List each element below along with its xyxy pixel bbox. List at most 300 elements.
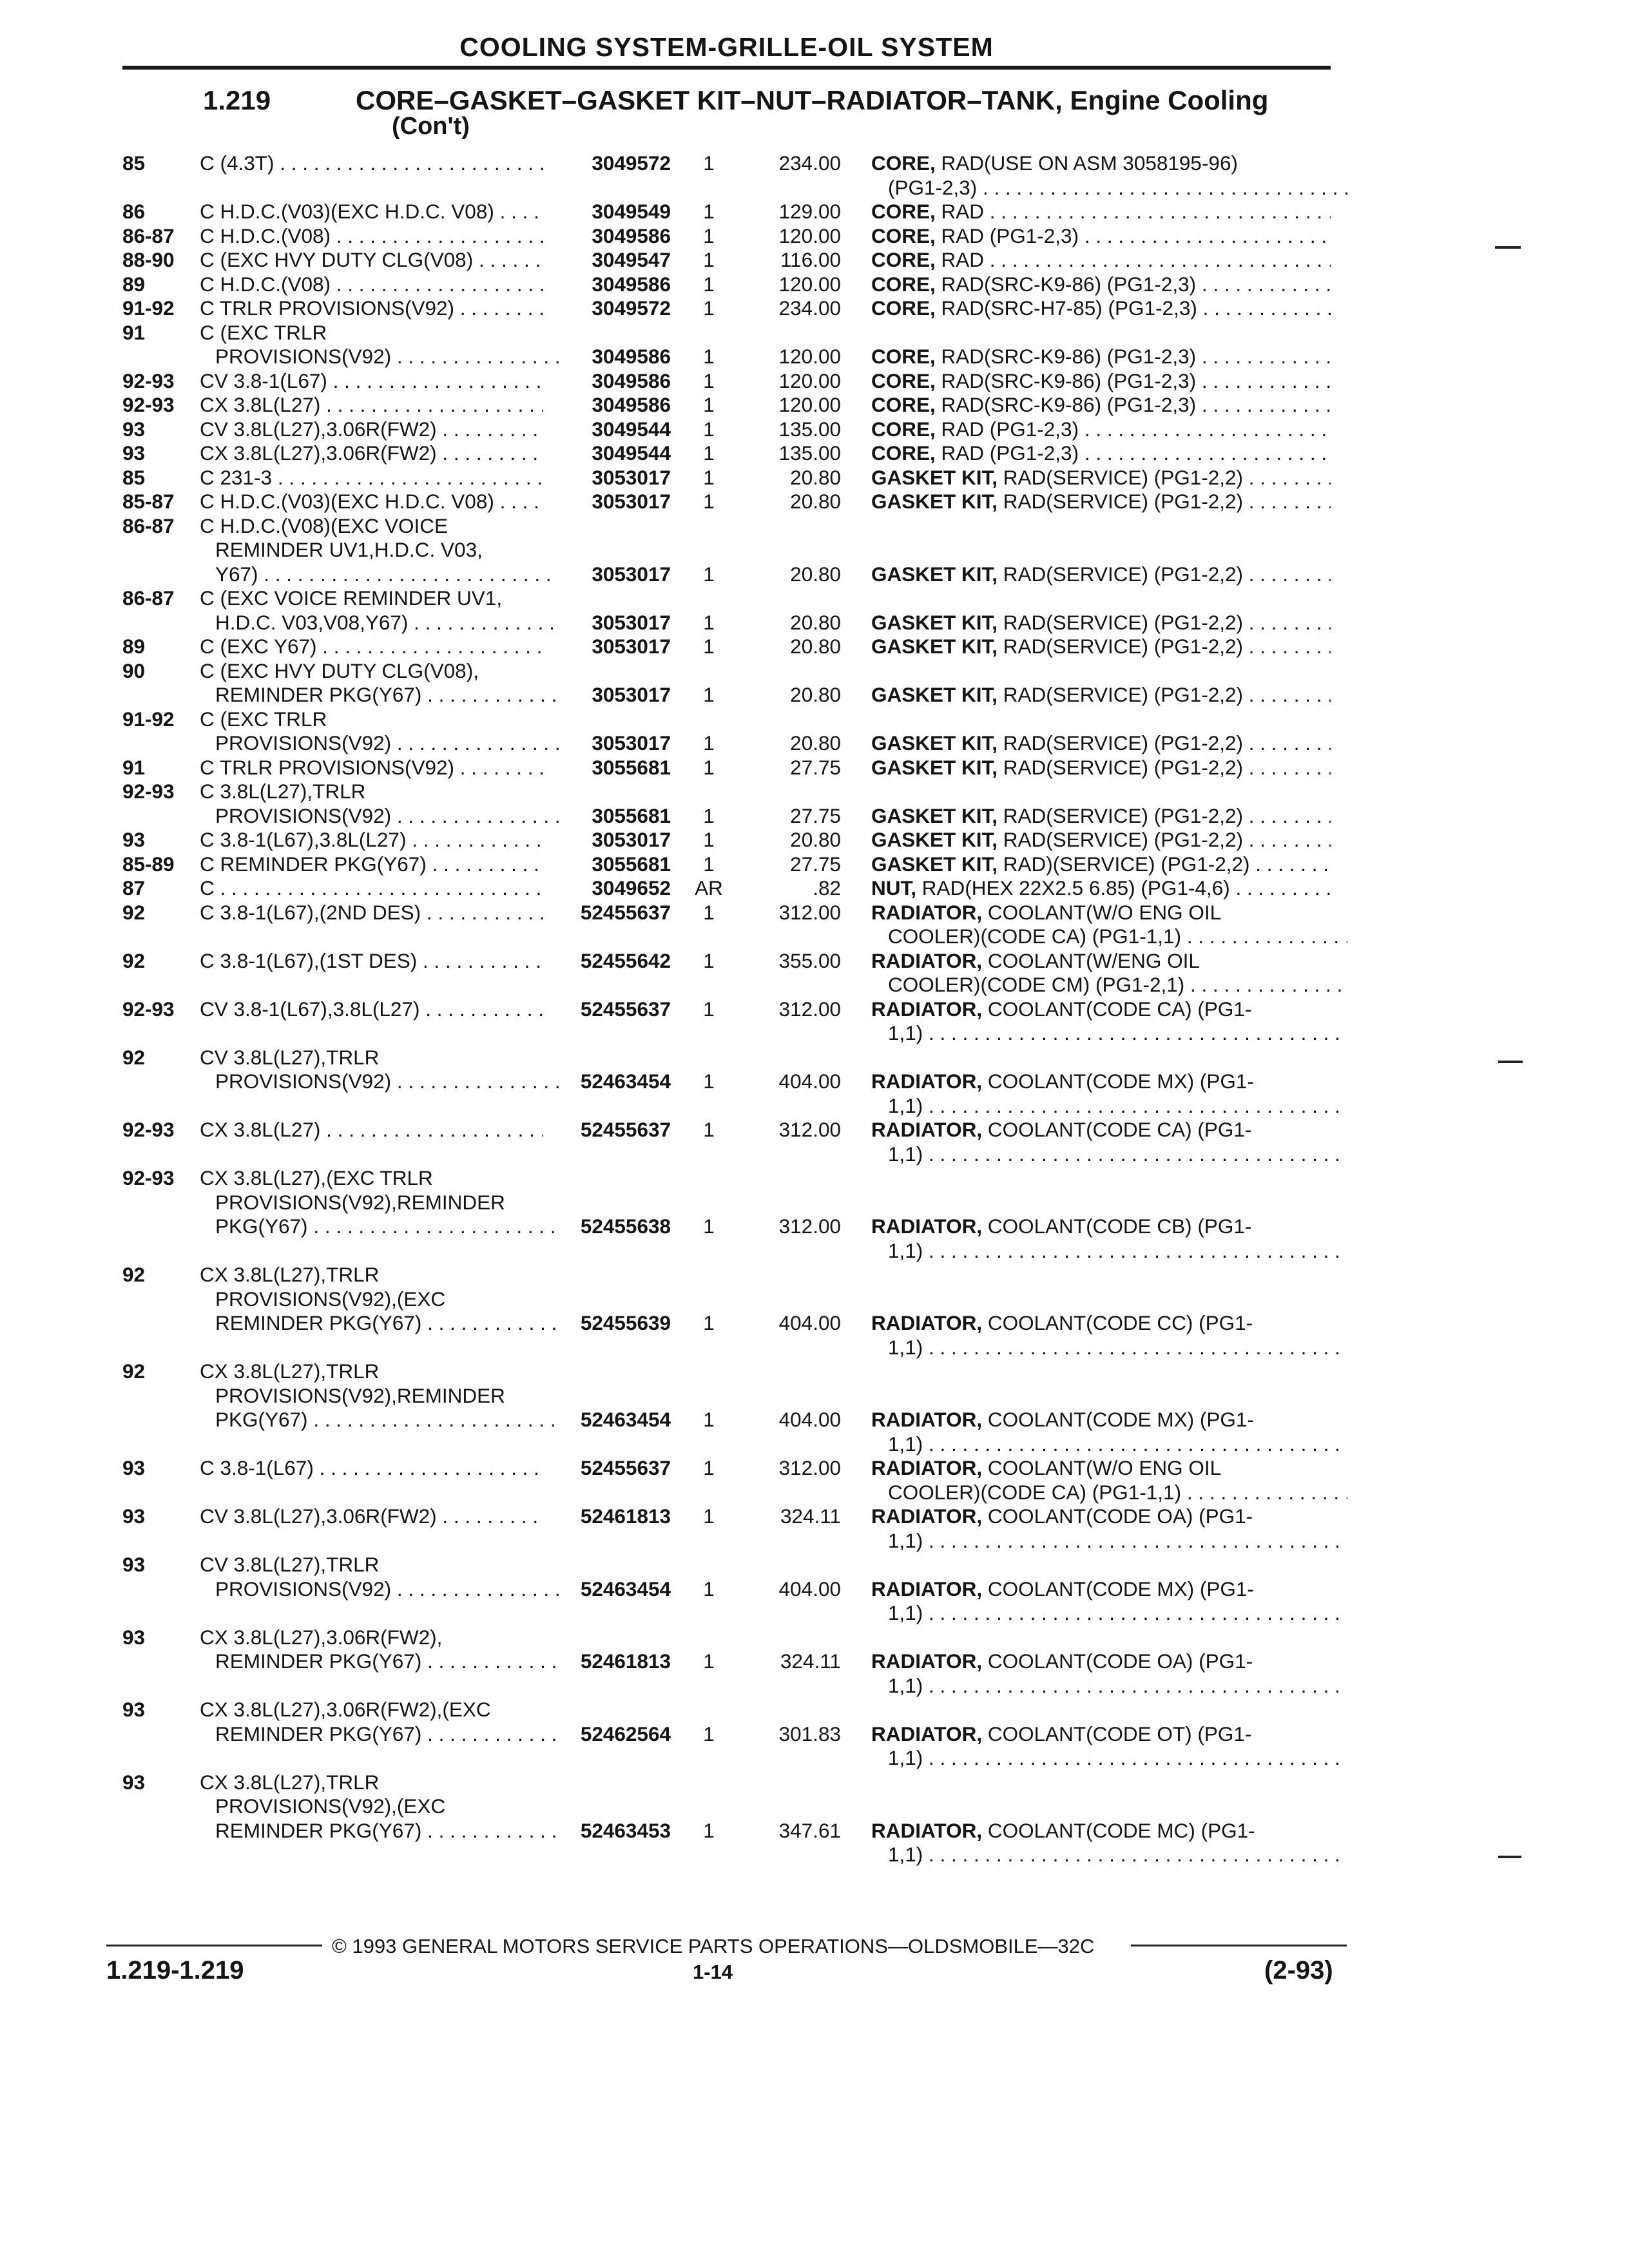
row-part-name: GASKET KIT, RAD)(SERVICE) (PG1-2,2) . . .	[871, 852, 1331, 876]
row-part-name: COOLER)(CODE CM) (PG1-2,1) . . .	[888, 973, 1347, 997]
row-year: 86-87	[122, 514, 175, 537]
row-quantity: 1	[703, 248, 715, 271]
row-price: 234.00	[778, 296, 841, 320]
row-part-name: CORE, RAD . . .	[871, 200, 1331, 224]
row-description: C H.D.C.(V08) . . .	[200, 224, 543, 248]
row-year: 91-92	[122, 296, 175, 320]
row-year: 93	[122, 1770, 146, 1794]
row-price: 312.00	[778, 1118, 841, 1141]
row-part-number: 52463454	[580, 1408, 671, 1431]
row-year: 93	[122, 1553, 146, 1576]
row-description: C 3.8-1(L67),(2ND DES) . . .	[200, 901, 543, 925]
row-part-number: 52455637	[580, 1456, 671, 1479]
part-name-keyword: CORE,	[871, 248, 936, 271]
row-description: CV 3.8L(L27),TRLR	[200, 1045, 380, 1069]
part-name-keyword: RADIATOR,	[871, 997, 983, 1021]
row-part-number: 52463454	[580, 1577, 671, 1600]
part-name-keyword: RADIATOR,	[871, 1118, 983, 1141]
row-year: 87	[122, 876, 146, 899]
row-quantity: 1	[703, 200, 715, 223]
row-price: 404.00	[778, 1311, 841, 1334]
row-part-name: CORE, RAD(SRC-K9-86) (PG1-2,3) . . .	[871, 393, 1331, 417]
row-price: 129.00	[778, 200, 841, 223]
row-part-number: 3049586	[592, 224, 671, 247]
row-quantity: 1	[703, 1215, 715, 1238]
row-quantity: 1	[703, 610, 715, 634]
row-part-name: 1,1) . . .	[888, 1142, 1347, 1166]
row-quantity: 1	[703, 803, 715, 827]
row-price: 404.00	[778, 1070, 841, 1093]
margin-mark	[1498, 1061, 1523, 1063]
row-part-number: 52461813	[580, 1649, 671, 1673]
row-part-name: GASKET KIT, RAD(SERVICE) (PG1-2,2) . . .	[871, 683, 1331, 707]
row-quantity: 1	[703, 1408, 715, 1431]
row-part-name: RADIATOR, COOLANT(CODE OT) (PG1-	[871, 1722, 1252, 1745]
row-part-name: 1,1) . . .	[888, 1601, 1347, 1625]
row-price: 120.00	[778, 272, 841, 296]
row-description: CX 3.8L(L27),TRLR	[200, 1770, 380, 1794]
row-year: 89	[122, 635, 146, 658]
row-quantity: 1	[703, 490, 715, 513]
part-name-keyword: GASKET KIT,	[871, 562, 998, 586]
part-name-keyword: RADIATOR,	[871, 1311, 983, 1334]
group-continued: (Con't)	[392, 113, 470, 140]
row-part-number: 52463454	[580, 1070, 671, 1093]
row-year: 92	[122, 1263, 146, 1286]
row-description: PROVISIONS(V92) . . .	[215, 731, 559, 755]
row-part-name: 1,1) . . .	[888, 1094, 1347, 1118]
row-description: C TRLR PROVISIONS(V92) . . .	[200, 756, 543, 780]
row-description: PROVISIONS(V92) . . .	[215, 804, 559, 828]
row-year: 92	[122, 900, 146, 924]
row-description: PROVISIONS(V92),(EXC	[215, 1287, 446, 1311]
row-price: 135.00	[778, 417, 841, 441]
row-part-name: (PG1-2,3) . . .	[888, 176, 1347, 200]
row-price: 324.11	[780, 1504, 841, 1528]
row-year: 93	[122, 1625, 146, 1649]
row-part-name: GASKET KIT, RAD(SERVICE) (PG1-2,2) . . .	[871, 490, 1331, 514]
row-part-number: 3049572	[592, 151, 671, 175]
row-part-name: COOLER)(CODE CA) (PG1-1,1) . . .	[888, 925, 1347, 948]
row-description: PKG(Y67) . . .	[215, 1408, 559, 1432]
row-quantity: 1	[703, 635, 715, 658]
row-part-number: 3049652	[592, 876, 671, 899]
part-name-keyword: GASKET KIT,	[871, 465, 998, 489]
row-price: 27.75	[790, 803, 841, 827]
row-part-number: 3053017	[592, 562, 671, 586]
row-price: 27.75	[790, 755, 841, 779]
row-price: 20.80	[790, 490, 841, 513]
row-description: C (EXC Y67) . . .	[200, 635, 543, 658]
row-part-name: CORE, RAD (PG1-2,3) . . .	[871, 224, 1331, 248]
row-part-name: 1,1) . . .	[888, 1529, 1347, 1553]
row-year: 92-93	[122, 393, 175, 416]
row-part-number: 3049544	[592, 417, 671, 441]
row-price: .82	[813, 876, 841, 899]
row-part-number: 52455639	[580, 1311, 671, 1334]
margin-mark	[1495, 246, 1521, 249]
row-part-name: GASKET KIT, RAD(SERVICE) (PG1-2,2) . . .	[871, 828, 1331, 852]
row-quantity: 1	[703, 852, 715, 876]
row-part-name: 1,1) . . .	[888, 1674, 1347, 1698]
row-part-name: CORE, RAD (PG1-2,3) . . .	[871, 441, 1331, 465]
row-part-name: RADIATOR, COOLANT(CODE MC) (PG1-	[871, 1818, 1255, 1842]
part-name-keyword: CORE,	[871, 393, 936, 416]
row-description: REMINDER UV1,H.D.C. V03,	[215, 538, 483, 561]
row-part-number: 3055681	[592, 755, 671, 779]
part-name-keyword: CORE,	[871, 417, 936, 441]
row-part-number: 3053017	[592, 828, 671, 851]
row-year: 91	[122, 755, 146, 779]
part-name-keyword: NUT,	[871, 876, 916, 899]
row-part-number: 3049586	[592, 345, 671, 368]
row-description: C H.D.C.(V03)(EXC H.D.C. V08) . . .	[200, 490, 543, 514]
row-quantity: 1	[703, 369, 715, 392]
row-year: 93	[122, 1698, 146, 1721]
row-quantity: 1	[703, 948, 715, 972]
row-part-name: RADIATOR, COOLANT(W/O ENG OIL	[871, 900, 1222, 924]
row-year: 86-87	[122, 586, 175, 610]
row-quantity: 1	[703, 755, 715, 779]
row-description: PKG(Y67) . . .	[215, 1215, 559, 1238]
row-part-name: CORE, RAD(SRC-K9-86) (PG1-2,3) . . .	[871, 345, 1331, 369]
row-quantity: 1	[703, 224, 715, 247]
row-part-name: RADIATOR, COOLANT(CODE MX) (PG1-	[871, 1577, 1254, 1600]
part-name-keyword: RADIATOR,	[871, 1504, 983, 1528]
row-year: 85	[122, 151, 146, 175]
part-name-keyword: CORE,	[871, 200, 936, 223]
row-quantity: 1	[703, 393, 715, 416]
row-description: REMINDER PKG(Y67) . . .	[215, 683, 559, 707]
row-description: PROVISIONS(V92) . . .	[215, 1577, 559, 1601]
part-name-keyword: RADIATOR,	[871, 1577, 983, 1600]
row-description: C 3.8L(L27),TRLR	[200, 780, 366, 803]
row-year: 85	[122, 465, 146, 489]
row-description: C 3.8-1(L67) . . .	[200, 1456, 543, 1480]
row-year: 93	[122, 441, 146, 465]
part-name-keyword: CORE,	[871, 151, 936, 175]
row-quantity: 1	[703, 900, 715, 924]
row-price: 20.80	[790, 465, 841, 489]
row-description: PROVISIONS(V92) . . .	[215, 345, 559, 369]
row-description: C (EXC TRLR	[200, 320, 327, 344]
part-name-keyword: GASKET KIT,	[871, 755, 998, 779]
row-quantity: 1	[703, 683, 715, 706]
row-part-name: RADIATOR, COOLANT(CODE CA) (PG1-	[871, 997, 1252, 1021]
row-year: 92	[122, 1360, 146, 1383]
row-part-name: CORE, RAD . . .	[871, 248, 1331, 272]
row-description: C H.D.C.(V03)(EXC H.D.C. V08) . . .	[200, 200, 543, 224]
row-price: 116.00	[780, 248, 841, 271]
row-description: REMINDER PKG(Y67) . . .	[215, 1819, 559, 1843]
row-year: 92	[122, 1045, 146, 1069]
part-name-keyword: RADIATOR,	[871, 948, 983, 972]
row-part-number: 3049586	[592, 369, 671, 392]
row-description: CV 3.8L(L27),TRLR	[200, 1553, 380, 1576]
row-description: C (EXC HVY DUTY CLG(V08),	[200, 658, 479, 682]
row-quantity: 1	[703, 562, 715, 586]
row-year: 93	[122, 1504, 146, 1528]
row-quantity: 1	[703, 1070, 715, 1093]
row-price: 312.00	[778, 1456, 841, 1479]
row-part-number: 3049549	[592, 200, 671, 223]
row-part-number: 3049586	[592, 272, 671, 296]
row-quantity: 1	[703, 1118, 715, 1141]
row-quantity: 1	[703, 1577, 715, 1600]
part-name-keyword: RADIATOR,	[871, 1456, 983, 1479]
row-price: 135.00	[778, 441, 841, 465]
row-year: 93	[122, 417, 146, 441]
row-quantity: 1	[703, 465, 715, 489]
row-part-name: GASKET KIT, RAD(SERVICE) (PG1-2,2) . . .	[871, 611, 1331, 635]
row-price: 301.83	[778, 1722, 841, 1745]
footer-credit: © 1993 GENERAL MOTORS SERVICE PARTS OPERATIONS—OLDSMOBILE—32C	[332, 1935, 1095, 1957]
part-name-keyword: RADIATOR,	[871, 1649, 983, 1673]
row-part-name: 1,1) . . .	[888, 1239, 1347, 1263]
row-part-number: 3055681	[592, 852, 671, 876]
row-description: CX 3.8L(L27),3.06R(FW2) . . .	[200, 441, 543, 465]
part-name-keyword: GASKET KIT,	[871, 683, 998, 706]
row-quantity: 1	[703, 997, 715, 1021]
row-description: REMINDER PKG(Y67) . . .	[215, 1311, 559, 1335]
row-part-name: 1,1) . . .	[888, 1336, 1347, 1360]
row-quantity: 1	[703, 731, 715, 754]
row-year: 85-89	[122, 852, 175, 876]
row-year: 85-87	[122, 490, 175, 513]
row-year: 86	[122, 200, 146, 223]
row-year: 92-93	[122, 997, 175, 1021]
row-part-number: 52455642	[580, 948, 671, 972]
row-part-number: 52461813	[580, 1504, 671, 1528]
row-year: 93	[122, 1456, 146, 1479]
row-part-name: GASKET KIT, RAD(SERVICE) (PG1-2,2) . . .	[871, 804, 1331, 828]
row-part-number: 52462564	[580, 1722, 671, 1745]
row-description: REMINDER PKG(Y67) . . .	[215, 1722, 559, 1746]
row-part-number: 3053017	[592, 683, 671, 706]
row-description: CX 3.8L(L27) . . .	[200, 393, 543, 417]
row-year: 92	[122, 948, 146, 972]
row-description: CX 3.8L(L27),TRLR	[200, 1360, 380, 1383]
footer-date: (2-93)	[1264, 1956, 1333, 1984]
row-part-name: GASKET KIT, RAD(SERVICE) (PG1-2,2) . . .	[871, 635, 1331, 658]
part-name-keyword: CORE,	[871, 441, 936, 465]
row-part-name: RADIATOR, COOLANT(CODE CA) (PG1-	[871, 1118, 1252, 1141]
row-part-name: GASKET KIT, RAD(SERVICE) (PG1-2,2) . . .	[871, 756, 1331, 780]
row-description: C H.D.C.(V08)(EXC VOICE	[200, 514, 448, 537]
row-part-number: 3049572	[592, 296, 671, 320]
row-part-number: 3053017	[592, 635, 671, 658]
row-description: C . . .	[200, 876, 543, 900]
row-price: 20.80	[790, 731, 841, 754]
row-description: PROVISIONS(V92),REMINDER	[215, 1190, 505, 1214]
row-part-name: GASKET KIT, RAD(SERVICE) (PG1-2,2) . . .	[871, 731, 1331, 755]
row-part-number: 3049547	[592, 248, 671, 271]
part-name-keyword: CORE,	[871, 224, 936, 247]
row-price: 312.00	[778, 997, 841, 1021]
row-price: 20.80	[790, 562, 841, 586]
row-price: 20.80	[790, 635, 841, 658]
row-part-name: RADIATOR, COOLANT(CODE CB) (PG1-	[871, 1215, 1252, 1238]
row-quantity: 1	[703, 296, 715, 320]
part-name-keyword: GASKET KIT,	[871, 731, 998, 754]
group-title: CORE–GASKET–GASKET KIT–NUT–RADIATOR–TANK, Engine Cooling	[356, 85, 1269, 115]
row-description: PROVISIONS(V92),REMINDER	[215, 1383, 505, 1407]
part-name-keyword: RADIATOR,	[871, 1408, 983, 1431]
footer-rule-right	[1131, 1945, 1347, 1946]
footer-range: 1.219-1.219	[106, 1956, 244, 1984]
row-description: C (4.3T) . . .	[200, 151, 543, 175]
part-name-keyword: GASKET KIT,	[871, 852, 998, 876]
row-part-number: 52463453	[580, 1818, 671, 1842]
part-name-keyword: GASKET KIT,	[871, 490, 998, 513]
row-quantity: 1	[703, 272, 715, 296]
row-quantity: 1	[703, 1504, 715, 1528]
row-price: 120.00	[778, 224, 841, 247]
row-part-name: RADIATOR, COOLANT(CODE OA) (PG1-	[871, 1504, 1253, 1528]
row-quantity: 1	[703, 1311, 715, 1334]
row-description: CX 3.8L(L27),TRLR	[200, 1263, 380, 1286]
row-part-name: RADIATOR, COOLANT(W/ENG OIL	[871, 948, 1200, 972]
row-description: H.D.C. V03,V08,Y67) . . .	[215, 611, 559, 635]
row-part-name: 1,1) . . .	[888, 1843, 1347, 1867]
row-price: 404.00	[778, 1577, 841, 1600]
row-year: 92-93	[122, 1166, 175, 1189]
row-quantity: 1	[703, 1818, 715, 1842]
part-name-keyword: CORE,	[871, 272, 936, 296]
row-part-number: 3053017	[592, 610, 671, 634]
row-part-name: 1,1) . . .	[888, 1746, 1347, 1770]
part-name-keyword: RADIATOR,	[871, 1722, 983, 1745]
row-description: C 3.8-1(L67),3.8L(L27) . . .	[200, 828, 543, 852]
row-description: C TRLR PROVISIONS(V92) . . .	[200, 296, 543, 320]
row-quantity: 1	[703, 1649, 715, 1673]
row-quantity: 1	[703, 828, 715, 851]
row-part-name: COOLER)(CODE CA) (PG1-1,1) . . .	[888, 1481, 1347, 1504]
row-price: 120.00	[778, 393, 841, 416]
row-part-name: 1,1) . . .	[888, 1432, 1347, 1456]
row-part-name: RADIATOR, COOLANT(CODE CC) (PG1-	[871, 1311, 1253, 1334]
row-description: PROVISIONS(V92) . . .	[215, 1070, 559, 1093]
row-price: 120.00	[778, 345, 841, 368]
row-part-name: 1,1) . . .	[888, 1021, 1347, 1045]
row-part-number: 3053017	[592, 490, 671, 513]
row-quantity: 1	[703, 345, 715, 368]
row-year: 91-92	[122, 707, 175, 731]
row-part-number: 3055681	[592, 803, 671, 827]
row-part-name: GASKET KIT, RAD(SERVICE) (PG1-2,2) . . .	[871, 466, 1331, 490]
row-price: 312.00	[778, 900, 841, 924]
footer-page: 1-14	[693, 1961, 733, 1983]
row-description: CV 3.8-1(L67) . . .	[200, 369, 543, 393]
row-description: CV 3.8-1(L67),3.8L(L27) . . .	[200, 997, 543, 1021]
margin-mark	[1498, 1856, 1521, 1858]
row-description: C 3.8-1(L67),(1ST DES) . . .	[200, 949, 543, 973]
row-year: 93	[122, 828, 146, 851]
row-part-name: NUT, RAD(HEX 22X2.5 6.85) (PG1-4,6) . . .	[871, 876, 1331, 900]
row-year: 90	[122, 658, 146, 682]
row-quantity: 1	[703, 1722, 715, 1745]
part-name-keyword: GASKET KIT,	[871, 610, 998, 634]
section-title: COOLING SYSTEM-GRILLE-OIL SYSTEM	[459, 32, 994, 62]
row-year: 88-90	[122, 248, 175, 271]
row-year: 89	[122, 272, 146, 296]
row-description: Y67) . . .	[215, 562, 559, 586]
row-description: CX 3.8L(L27) . . .	[200, 1118, 543, 1142]
row-year: 91	[122, 320, 146, 344]
row-price: 324.11	[780, 1649, 841, 1673]
part-name-keyword: GASKET KIT,	[871, 803, 998, 827]
part-name-keyword: GASKET KIT,	[871, 635, 998, 658]
row-part-number: 3049544	[592, 441, 671, 465]
row-part-number: 3049586	[592, 393, 671, 416]
part-name-keyword: RADIATOR,	[871, 1070, 983, 1093]
row-part-name: CORE, RAD(SRC-H7-85) (PG1-2,3) . . .	[871, 296, 1331, 320]
row-quantity: 1	[703, 441, 715, 465]
row-part-name: CORE, RAD(SRC-K9-86) (PG1-2,3) . . .	[871, 369, 1331, 393]
row-description: C (EXC TRLR	[200, 707, 327, 731]
row-description: C H.D.C.(V08) . . .	[200, 273, 543, 296]
row-part-name: RADIATOR, COOLANT(W/O ENG OIL	[871, 1456, 1222, 1479]
row-quantity: 1	[703, 151, 715, 175]
row-description: C REMINDER PKG(Y67) . . .	[200, 852, 543, 876]
row-part-name: CORE, RAD(SRC-K9-86) (PG1-2,3) . . .	[871, 273, 1331, 296]
row-part-number: 52455638	[580, 1215, 671, 1238]
part-name-keyword: CORE,	[871, 345, 936, 368]
row-description: C (EXC HVY DUTY CLG(V08) . . .	[200, 248, 543, 272]
row-part-number: 52455637	[580, 900, 671, 924]
row-description: C (EXC VOICE REMINDER UV1,	[200, 586, 503, 610]
row-price: 120.00	[778, 369, 841, 392]
row-price: 20.80	[790, 610, 841, 634]
row-description: CX 3.8L(L27),3.06R(FW2),	[200, 1625, 443, 1649]
part-name-keyword: GASKET KIT,	[871, 828, 998, 851]
row-price: 347.61	[778, 1818, 841, 1842]
row-part-name: CORE, RAD(USE ON ASM 3058195-96)	[871, 151, 1238, 175]
row-quantity: 1	[703, 417, 715, 441]
row-description: CV 3.8L(L27),3.06R(FW2) . . .	[200, 418, 543, 441]
row-quantity: AR	[695, 876, 723, 899]
row-part-name: RADIATOR, COOLANT(CODE OA) (PG1-	[871, 1649, 1253, 1673]
row-price: 234.00	[778, 151, 841, 175]
row-part-name: RADIATOR, COOLANT(CODE MX) (PG1-	[871, 1408, 1254, 1431]
row-description: CV 3.8L(L27),3.06R(FW2) . . .	[200, 1504, 543, 1528]
row-part-name: RADIATOR, COOLANT(CODE MX) (PG1-	[871, 1070, 1254, 1093]
row-description: CX 3.8L(L27),(EXC TRLR	[200, 1166, 433, 1189]
part-name-keyword: RADIATOR,	[871, 1818, 983, 1842]
row-price: 355.00	[778, 948, 841, 972]
row-price: 20.80	[790, 828, 841, 851]
group-number: 1.219	[203, 85, 271, 115]
row-part-name: GASKET KIT, RAD(SERVICE) (PG1-2,2) . . .	[871, 562, 1331, 586]
footer-rule-left	[106, 1945, 322, 1946]
row-description: C 231-3 . . .	[200, 466, 543, 490]
row-part-number: 3053017	[592, 465, 671, 489]
row-description: PROVISIONS(V92),(EXC	[215, 1794, 446, 1818]
row-year: 92-93	[122, 369, 175, 392]
row-quantity: 1	[703, 1456, 715, 1479]
part-name-keyword: CORE,	[871, 369, 936, 392]
row-part-name: CORE, RAD (PG1-2,3) . . .	[871, 418, 1331, 441]
part-name-keyword: CORE,	[871, 296, 936, 320]
part-name-keyword: RADIATOR,	[871, 1215, 983, 1238]
row-price: 312.00	[778, 1215, 841, 1238]
row-price: 404.00	[778, 1408, 841, 1431]
row-price: 20.80	[790, 683, 841, 706]
row-part-number: 3053017	[592, 731, 671, 754]
row-year: 92-93	[122, 1118, 175, 1141]
row-part-number: 52455637	[580, 1118, 671, 1141]
row-description: CX 3.8L(L27),3.06R(FW2),(EXC	[200, 1698, 491, 1721]
